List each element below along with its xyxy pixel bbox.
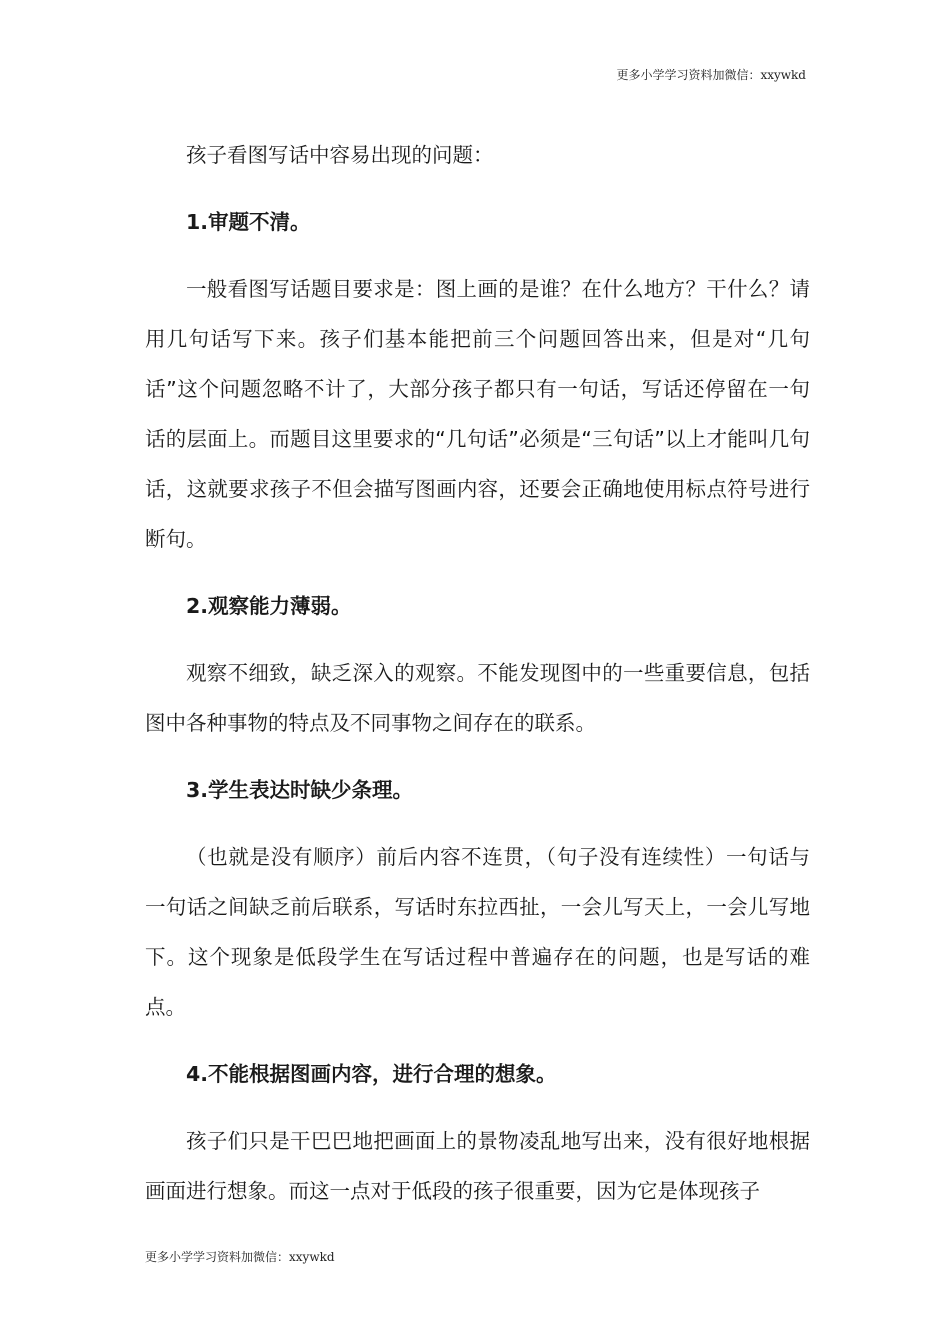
section-heading-1: 1.审题不清。 [186,210,311,234]
section-heading-3: 3.学生表达时缺少条理。 [186,778,414,802]
section-body-2: 观察不细致，缺乏深入的观察。不能发现图中的一些重要信息，包括图中各种事物的特点及不同事物之间存在的联系。 [145,661,810,735]
section-body-4: 孩子们只是干巴巴地把画面上的景物凌乱地写出来，没有很好地根据画面进行想象。而这一点对于低段的孩子很重要，因为它是体现孩子 [145,1129,810,1203]
section-body-3: （也就是没有顺序）前后内容不连贯，（句子没有连续性）一句话与一句话之间缺乏前后联系，写话时东拉西扯，一会儿写天上，一会儿写地下。这个现象是低段学生在写话过程中普遍存在的问题，也是写话的难点。 [145,845,810,1019]
header-note: 更多小学学习资料加微信：xxywkd [616,68,806,82]
section-heading-2: 2.观察能力薄弱。 [186,594,352,618]
section-heading-4: 4.不能根据图画内容，进行合理的想象。 [186,1062,557,1086]
document-body [145,130,810,1233]
section-body-1: 一般看图写话题目要求是：图上画的是谁？在什么地方？干什么？请用几句话写下来。孩子们基本能把前三个问题回答出来，但是对“几句话”这个问题忽略不计了，大部分孩子都只有一句话，写话还停留在一句话的层面上。而题目这里要求的“几句话”必须是“三句话”以上才能叫几句话，这就要求孩子不但会描写图画内容，还要会正确地使用标点符号进行断句。 [145,277,810,551]
intro-paragraph: 孩子看图写话中容易出现的问题： [186,143,494,167]
footer-note: 更多小学学习资料加微信：xxywkd [145,1250,335,1264]
